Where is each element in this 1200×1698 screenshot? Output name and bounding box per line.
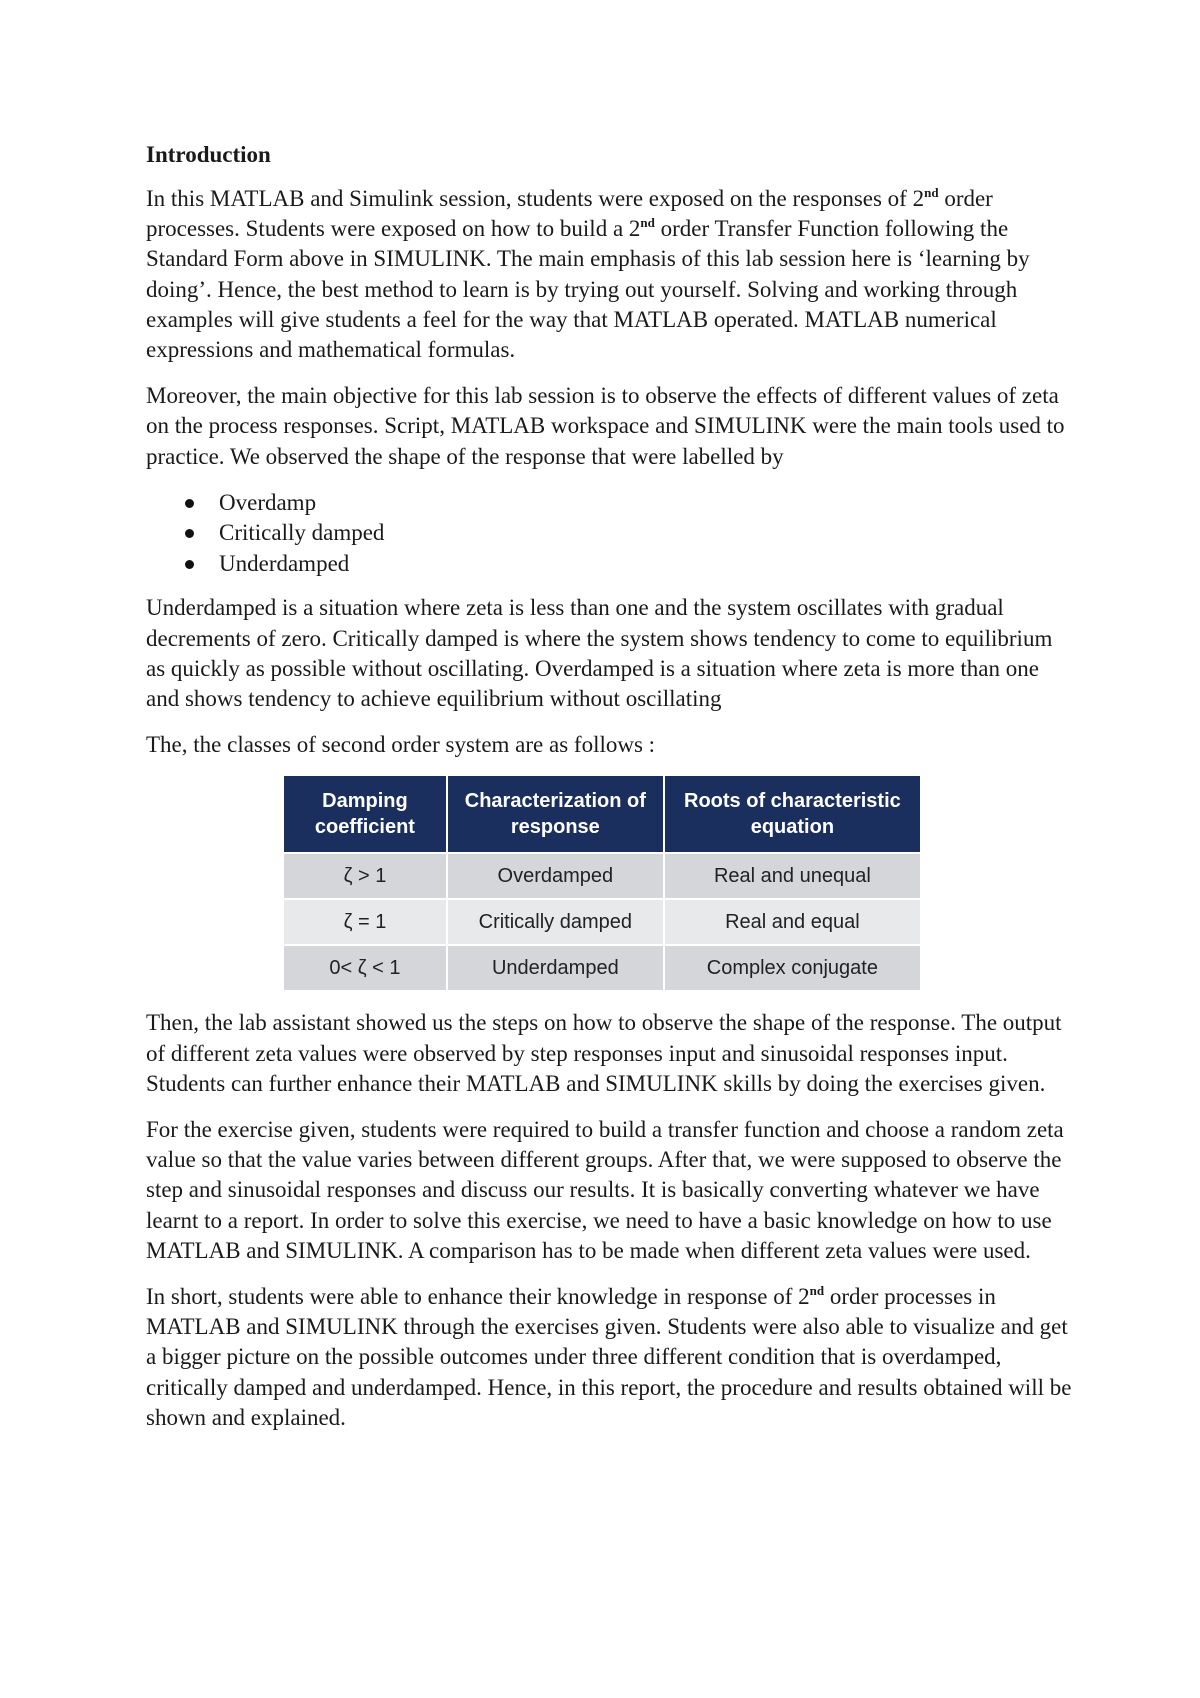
paragraph-summary-part-b: order processes in MATLAB and SIMULINK through the exercises given. Students were also able to visualize and get a bigger picture on the possible outcomes under three different condition that is overdamped, critically damped and underdamped. Hence, in this report, the procedure and results obtained will be shown and explained. xyxy=(146,1283,1072,1430)
damping-classification-table xyxy=(284,776,920,990)
paragraph-intro-part-a: In this MATLAB and Simulink session, students were exposed on the responses of 2 xyxy=(146,186,925,211)
table-cell: Critically damped xyxy=(447,899,664,945)
paragraph-intro-part-c: order Transfer Function following the Standard Form above in SIMULINK. The main emphasis of this lab session here is ‘learning by doing’. Hence, the best method to learn is by trying out yourself. Solving and working through examples will give students a feel for the way that MATLAB operated. MATLAB numerical expressions and mathematical formulas. xyxy=(146,216,1030,363)
list-item xyxy=(146,518,1076,549)
paragraph-table-intro: The, the classes of second order system are as follows : xyxy=(146,732,656,758)
response-type-list xyxy=(146,488,1076,580)
list-item xyxy=(146,488,1076,519)
ordinal-superscript: nd xyxy=(640,215,655,231)
ordinal-superscript: nd xyxy=(809,1282,825,1298)
bullet-icon xyxy=(185,529,194,538)
table-cell: Real and equal xyxy=(664,899,920,945)
table-row xyxy=(284,899,920,945)
table-cell: ζ > 1 xyxy=(284,853,447,899)
document-page xyxy=(146,140,1076,1449)
paragraph-definitions: Underdamped is a situation where zeta is less than one and the system oscillates with gradual decrements of zero. Critically damped is where the system shows tendency to come to equilibrium as quickly as possible without oscillating. Overdamped is a situation where zeta is more than one and shows tendency to achieve equilibrium without oscillating xyxy=(146,595,1053,711)
damping-table-container xyxy=(284,776,920,990)
paragraph-lab-steps: Then, the lab assistant showed us the steps on how to observe the shape of the response. The output of different zeta values were observed by step responses input and sinusoidal responses input. Students can further enhance their MATLAB and SIMULINK skills by doing the exercises given. xyxy=(146,1010,1062,1096)
list-item xyxy=(146,549,1076,580)
table-cell: Overdamped xyxy=(447,853,664,899)
bullet-icon xyxy=(185,499,194,508)
paragraph-summary-part-a: In short, students were able to enhance their knowledge in response of 2 xyxy=(146,1283,810,1309)
table-row xyxy=(284,945,920,990)
bullet-icon xyxy=(185,560,194,569)
table-row xyxy=(284,853,920,899)
ordinal-superscript: nd xyxy=(924,185,939,200)
table-cell: Real and unequal xyxy=(664,853,920,899)
list-item-label: Overdamp xyxy=(219,489,317,515)
list-item-label: Underdamped xyxy=(219,550,350,576)
header-characterization: Characterization of response xyxy=(447,776,664,853)
paragraph-objective: Moreover, the main objective for this lab session is to observe the effects of different values of zeta on the process responses. Script, MATLAB workspace and SIMULINK were the main tools used to practice. We observed the shape of the response that were labelled by xyxy=(146,383,1065,469)
paragraph-exercise: For the exercise given, students were required to build a transfer function and choose a random zeta value so that the value varies between different groups. After that, we were supposed to observe the step and sinusoidal responses and discuss our results. It is basically converting whatever we have learnt to a report. In order to solve this exercise, we need to have a basic knowledge on how to use MATLAB and SIMULINK. A comparison has to be made when different zeta values were used. xyxy=(146,1116,1064,1263)
table-cell: Complex conjugate xyxy=(664,945,920,990)
header-damping-coefficient: Damping coefficient xyxy=(284,776,447,853)
paragraph-summary xyxy=(146,1282,1076,1433)
section-heading: Introduction xyxy=(146,142,271,167)
paragraph-intro xyxy=(146,184,1076,365)
table-cell: Underdamped xyxy=(447,945,664,990)
table-cell: 0< ζ < 1 xyxy=(284,945,447,990)
table-cell: ζ = 1 xyxy=(284,899,447,945)
list-item-label: Critically damped xyxy=(219,520,385,546)
header-roots: Roots of characteristic equation xyxy=(664,776,920,853)
table-header-row xyxy=(284,776,920,853)
paragraph-intro-part-b: order processes. Students were exposed on how to build a 2 xyxy=(146,186,993,242)
